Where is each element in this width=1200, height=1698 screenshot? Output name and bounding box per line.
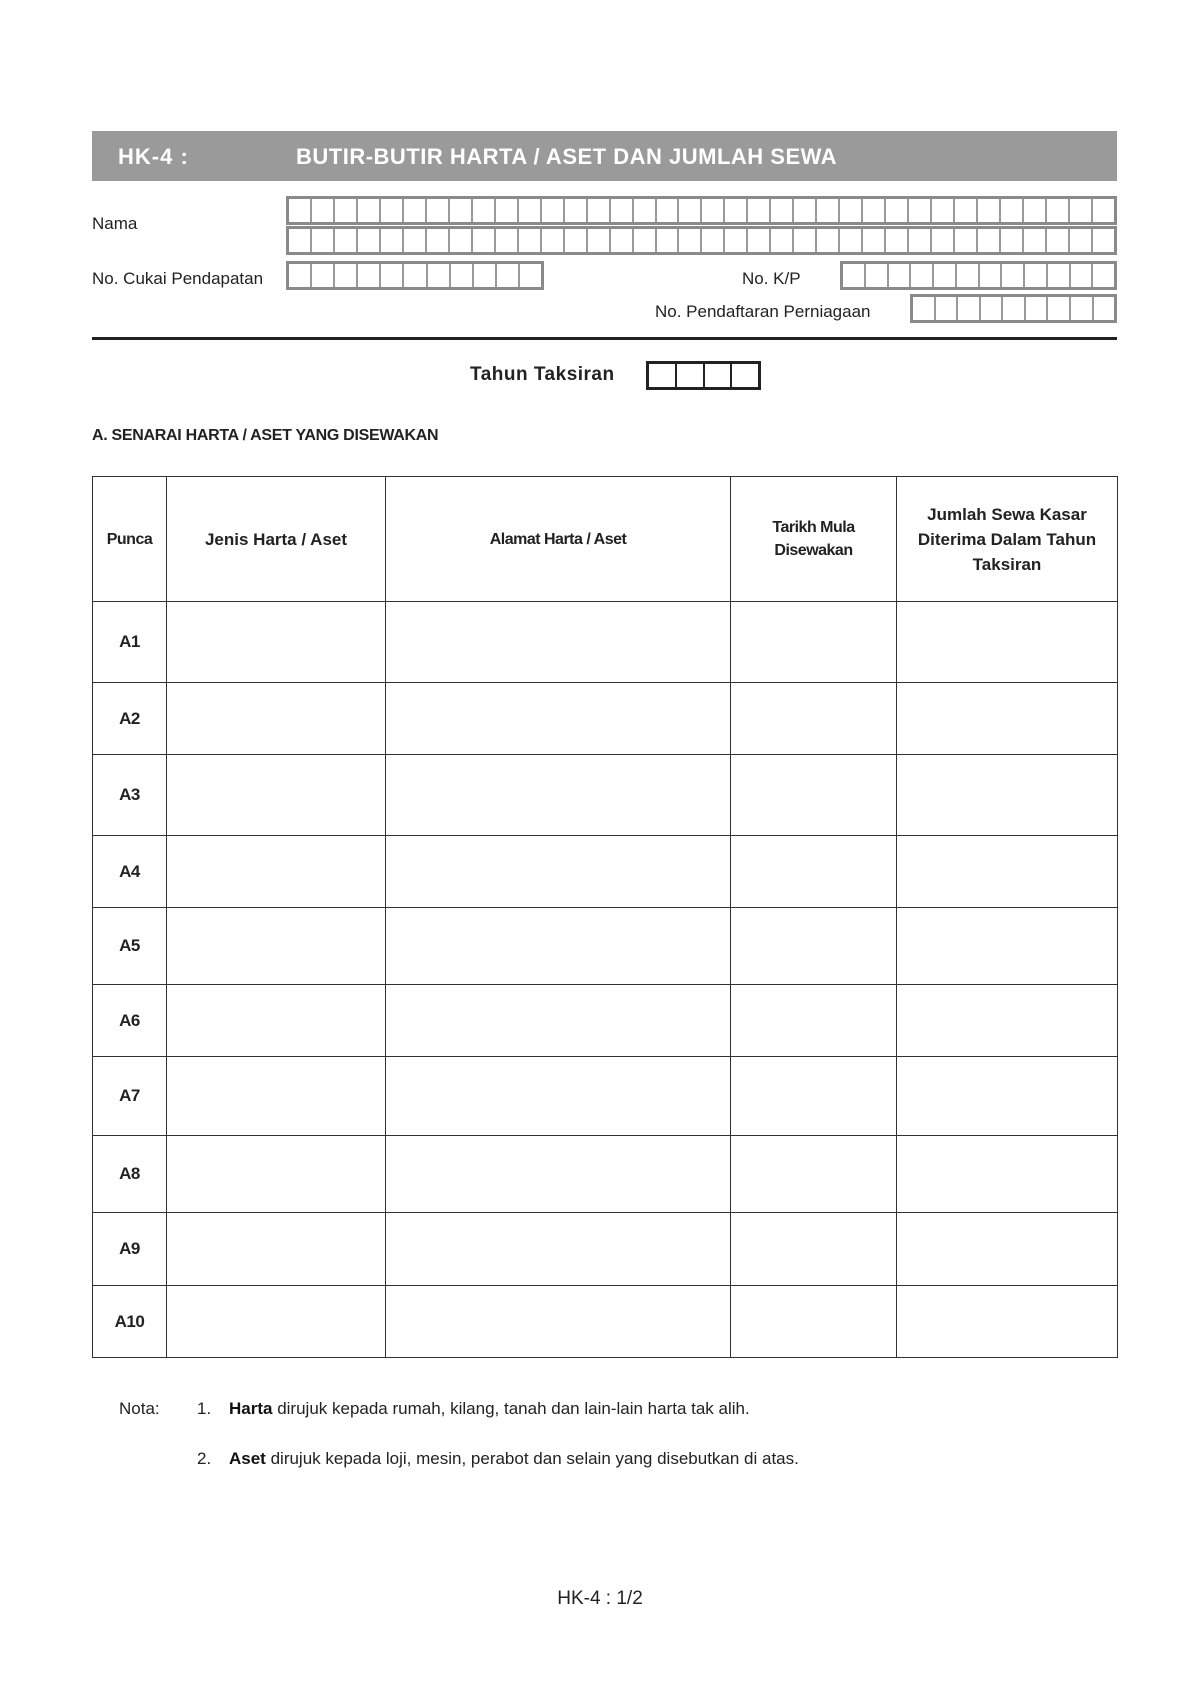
asset-table: [92, 476, 1118, 1358]
cell-jumlah[interactable]: [897, 755, 1118, 836]
digit-box[interactable]: [1048, 297, 1071, 320]
digit-box[interactable]: [909, 199, 932, 222]
col-header-alamat: Alamat Harta / Aset: [386, 477, 731, 602]
cell-jenis[interactable]: [167, 1286, 386, 1358]
digit-box[interactable]: [450, 199, 473, 222]
kp-field[interactable]: [840, 261, 1117, 290]
digit-box[interactable]: [679, 199, 702, 222]
cell-jumlah[interactable]: [897, 683, 1118, 755]
page-number: HK-4 : 1/2: [557, 1588, 643, 1609]
digit-box[interactable]: [677, 364, 705, 387]
cukai-field[interactable]: [286, 261, 544, 290]
digit-box[interactable]: [312, 229, 335, 252]
note-1-term: Harta: [229, 1399, 273, 1418]
digit-box[interactable]: [520, 264, 541, 287]
cell-tarikh[interactable]: [731, 602, 897, 683]
nama-field-line-2[interactable]: [286, 226, 1117, 255]
cell-jenis[interactable]: [167, 683, 386, 755]
table-row: [93, 1136, 1118, 1213]
digit-box[interactable]: [1093, 264, 1114, 287]
cell-jumlah[interactable]: [897, 985, 1118, 1057]
cukai-label: No. Cukai Pendapatan: [92, 269, 264, 288]
digit-box[interactable]: [1001, 229, 1024, 252]
digit-box[interactable]: [519, 199, 542, 222]
nota-label: Nota:: [119, 1399, 160, 1418]
digit-box[interactable]: [1071, 264, 1094, 287]
digit-box[interactable]: [957, 264, 980, 287]
digit-box[interactable]: [1024, 229, 1047, 252]
cell-tarikh[interactable]: [731, 1057, 897, 1136]
table-header-row: [93, 477, 1118, 602]
digit-box[interactable]: [289, 199, 312, 222]
table-row: [93, 836, 1118, 908]
cell-alamat[interactable]: [386, 602, 731, 683]
digit-box[interactable]: [889, 264, 912, 287]
digit-box[interactable]: [649, 364, 677, 387]
cell-alamat[interactable]: [386, 908, 731, 985]
tahun-field[interactable]: [646, 361, 761, 390]
table-row: [93, 1057, 1118, 1136]
digit-box[interactable]: [863, 229, 886, 252]
digit-box[interactable]: [1094, 297, 1115, 320]
col-header-jumlah: Jumlah Sewa Kasar Diterima Dalam Tahun Taksiran: [897, 477, 1118, 602]
digit-box[interactable]: [981, 297, 1004, 320]
cell-tarikh[interactable]: [731, 1286, 897, 1358]
digit-box[interactable]: [794, 199, 817, 222]
digit-box[interactable]: [404, 229, 427, 252]
cell-jenis[interactable]: [167, 755, 386, 836]
row-punca: A5: [93, 908, 167, 985]
row-punca: A8: [93, 1136, 167, 1213]
digit-box[interactable]: [657, 229, 680, 252]
digit-box[interactable]: [866, 264, 889, 287]
note-2: [229, 1449, 799, 1469]
tahun-label: Tahun Taksiran: [470, 364, 615, 385]
digit-box[interactable]: [565, 199, 588, 222]
table-row: [93, 908, 1118, 985]
cell-jumlah[interactable]: [897, 1286, 1118, 1358]
digit-box[interactable]: [1093, 229, 1114, 252]
digit-box[interactable]: [519, 229, 542, 252]
digit-box[interactable]: [1003, 297, 1026, 320]
nama-field-line-1[interactable]: [286, 196, 1117, 225]
note-2-number: 2.: [197, 1449, 212, 1468]
digit-box[interactable]: [748, 199, 771, 222]
cell-alamat[interactable]: [386, 1057, 731, 1136]
cell-tarikh[interactable]: [731, 755, 897, 836]
table-row: [93, 985, 1118, 1057]
table-row: [93, 1213, 1118, 1286]
cell-jumlah[interactable]: [897, 908, 1118, 985]
digit-box[interactable]: [840, 199, 863, 222]
digit-box[interactable]: [1026, 297, 1049, 320]
cell-alamat[interactable]: [386, 1136, 731, 1213]
digit-box[interactable]: [909, 229, 932, 252]
cell-tarikh[interactable]: [731, 1213, 897, 1286]
note-1: [229, 1399, 750, 1419]
row-punca: A1: [93, 602, 167, 683]
digit-box[interactable]: [748, 229, 771, 252]
digit-box[interactable]: [588, 199, 611, 222]
digit-box[interactable]: [404, 264, 427, 287]
digit-box[interactable]: [451, 264, 474, 287]
digit-box[interactable]: [497, 264, 520, 287]
digit-box[interactable]: [705, 364, 733, 387]
digit-box[interactable]: [450, 229, 473, 252]
row-punca: A10: [93, 1286, 167, 1358]
digit-box[interactable]: [381, 264, 404, 287]
cell-alamat[interactable]: [386, 836, 731, 908]
digit-box[interactable]: [473, 229, 496, 252]
cell-tarikh[interactable]: [731, 1136, 897, 1213]
digit-box[interactable]: [958, 297, 981, 320]
digit-box[interactable]: [863, 199, 886, 222]
digit-box[interactable]: [840, 229, 863, 252]
cell-tarikh[interactable]: [731, 683, 897, 755]
digit-box[interactable]: [335, 264, 358, 287]
digit-box[interactable]: [1047, 199, 1070, 222]
row-punca: A4: [93, 836, 167, 908]
digit-box[interactable]: [381, 229, 404, 252]
digit-box[interactable]: [473, 199, 496, 222]
cell-jenis[interactable]: [167, 908, 386, 985]
digit-box[interactable]: [702, 199, 725, 222]
digit-box[interactable]: [725, 199, 748, 222]
cell-tarikh[interactable]: [731, 908, 897, 985]
digit-box[interactable]: [732, 364, 758, 387]
cell-jenis[interactable]: [167, 1057, 386, 1136]
form-header: [92, 131, 1117, 181]
digit-box[interactable]: [474, 264, 497, 287]
digit-box[interactable]: [1047, 229, 1070, 252]
digit-box[interactable]: [980, 264, 1003, 287]
pendaftaran-field[interactable]: [910, 294, 1117, 323]
table-row: [93, 1286, 1118, 1358]
cell-tarikh[interactable]: [731, 836, 897, 908]
digit-box[interactable]: [886, 199, 909, 222]
digit-box[interactable]: [358, 229, 381, 252]
digit-box[interactable]: [1048, 264, 1071, 287]
digit-box[interactable]: [427, 229, 450, 252]
digit-box[interactable]: [588, 229, 611, 252]
digit-box[interactable]: [381, 199, 404, 222]
row-punca: A6: [93, 985, 167, 1057]
digit-box[interactable]: [934, 264, 957, 287]
digit-box[interactable]: [404, 199, 427, 222]
col-header-jenis: Jenis Harta / Aset: [167, 477, 386, 602]
table-row: [93, 683, 1118, 755]
cell-jenis[interactable]: [167, 836, 386, 908]
kp-label: No. K/P: [742, 269, 801, 288]
cell-jumlah[interactable]: [897, 1213, 1118, 1286]
cell-jenis[interactable]: [167, 1136, 386, 1213]
digit-box[interactable]: [496, 199, 519, 222]
digit-box[interactable]: [886, 229, 909, 252]
digit-box[interactable]: [1071, 297, 1094, 320]
digit-box[interactable]: [289, 229, 312, 252]
digit-box[interactable]: [496, 229, 519, 252]
digit-box[interactable]: [771, 199, 794, 222]
cell-alamat[interactable]: [386, 755, 731, 836]
form-title: BUTIR-BUTIR HARTA / ASET DAN JUMLAH SEWA: [296, 144, 838, 169]
row-punca: A2: [93, 683, 167, 755]
digit-box[interactable]: [978, 199, 1001, 222]
nama-label: Nama: [92, 214, 138, 233]
digit-box[interactable]: [611, 229, 634, 252]
table-row: [93, 755, 1118, 836]
row-punca: A7: [93, 1057, 167, 1136]
digit-box[interactable]: [335, 229, 358, 252]
digit-box[interactable]: [725, 229, 748, 252]
cell-alamat[interactable]: [386, 1213, 731, 1286]
section-title: A. SENARAI HARTA / ASET YANG DISEWAKAN: [92, 427, 439, 444]
digit-box[interactable]: [679, 229, 702, 252]
cell-jumlah[interactable]: [897, 602, 1118, 683]
col-header-punca: Punca: [93, 477, 167, 602]
cell-alamat[interactable]: [386, 683, 731, 755]
digit-box[interactable]: [634, 199, 657, 222]
digit-box[interactable]: [1001, 199, 1024, 222]
digit-box[interactable]: [911, 264, 934, 287]
digit-box[interactable]: [932, 229, 955, 252]
divider-line: [92, 337, 1117, 340]
cell-jumlah[interactable]: [897, 836, 1118, 908]
digit-box[interactable]: [1024, 199, 1047, 222]
digit-box[interactable]: [1093, 199, 1114, 222]
digit-box[interactable]: [978, 229, 1001, 252]
digit-box[interactable]: [358, 264, 381, 287]
digit-box[interactable]: [955, 199, 978, 222]
digit-box[interactable]: [289, 264, 312, 287]
digit-box[interactable]: [843, 264, 866, 287]
digit-box[interactable]: [611, 199, 634, 222]
digit-box[interactable]: [1025, 264, 1048, 287]
pendaftaran-label: No. Pendaftaran Perniagaan: [655, 302, 871, 321]
digit-box[interactable]: [913, 297, 936, 320]
cell-jenis[interactable]: [167, 985, 386, 1057]
note-2-term: Aset: [229, 1449, 266, 1468]
digit-box[interactable]: [657, 199, 680, 222]
cell-jumlah[interactable]: [897, 1057, 1118, 1136]
digit-box[interactable]: [1070, 229, 1093, 252]
col-header-tarikh: Tarikh Mula Disewakan: [731, 477, 897, 602]
digit-box[interactable]: [358, 199, 381, 222]
row-punca: A3: [93, 755, 167, 836]
cell-tarikh[interactable]: [731, 985, 897, 1057]
digit-box[interactable]: [955, 229, 978, 252]
digit-box[interactable]: [428, 264, 451, 287]
digit-box[interactable]: [312, 199, 335, 222]
cell-alamat[interactable]: [386, 1286, 731, 1358]
digit-box[interactable]: [932, 199, 955, 222]
digit-box[interactable]: [817, 199, 840, 222]
digit-box[interactable]: [542, 199, 565, 222]
digit-box[interactable]: [1070, 199, 1093, 222]
digit-box[interactable]: [936, 297, 959, 320]
digit-box[interactable]: [427, 199, 450, 222]
digit-box[interactable]: [702, 229, 725, 252]
digit-box[interactable]: [771, 229, 794, 252]
cell-jenis[interactable]: [167, 602, 386, 683]
cell-alamat[interactable]: [386, 985, 731, 1057]
note-2-text: dirujuk kepada loji, mesin, perabot dan selain yang disebutkan di atas.: [265, 1449, 799, 1468]
note-1-number: 1.: [197, 1399, 212, 1418]
digit-box[interactable]: [335, 199, 358, 222]
digit-box[interactable]: [794, 229, 817, 252]
cell-jenis[interactable]: [167, 1213, 386, 1286]
table-row: [93, 602, 1118, 683]
cell-jumlah[interactable]: [897, 1136, 1118, 1213]
digit-box[interactable]: [817, 229, 840, 252]
digit-box[interactable]: [312, 264, 335, 287]
digit-box[interactable]: [565, 229, 588, 252]
form-code: HK-4 :: [118, 144, 189, 169]
digit-box[interactable]: [1002, 264, 1025, 287]
row-punca: A9: [93, 1213, 167, 1286]
digit-box[interactable]: [542, 229, 565, 252]
digit-box[interactable]: [634, 229, 657, 252]
note-1-text: dirujuk kepada rumah, kilang, tanah dan lain-lain harta tak alih.: [272, 1399, 750, 1418]
